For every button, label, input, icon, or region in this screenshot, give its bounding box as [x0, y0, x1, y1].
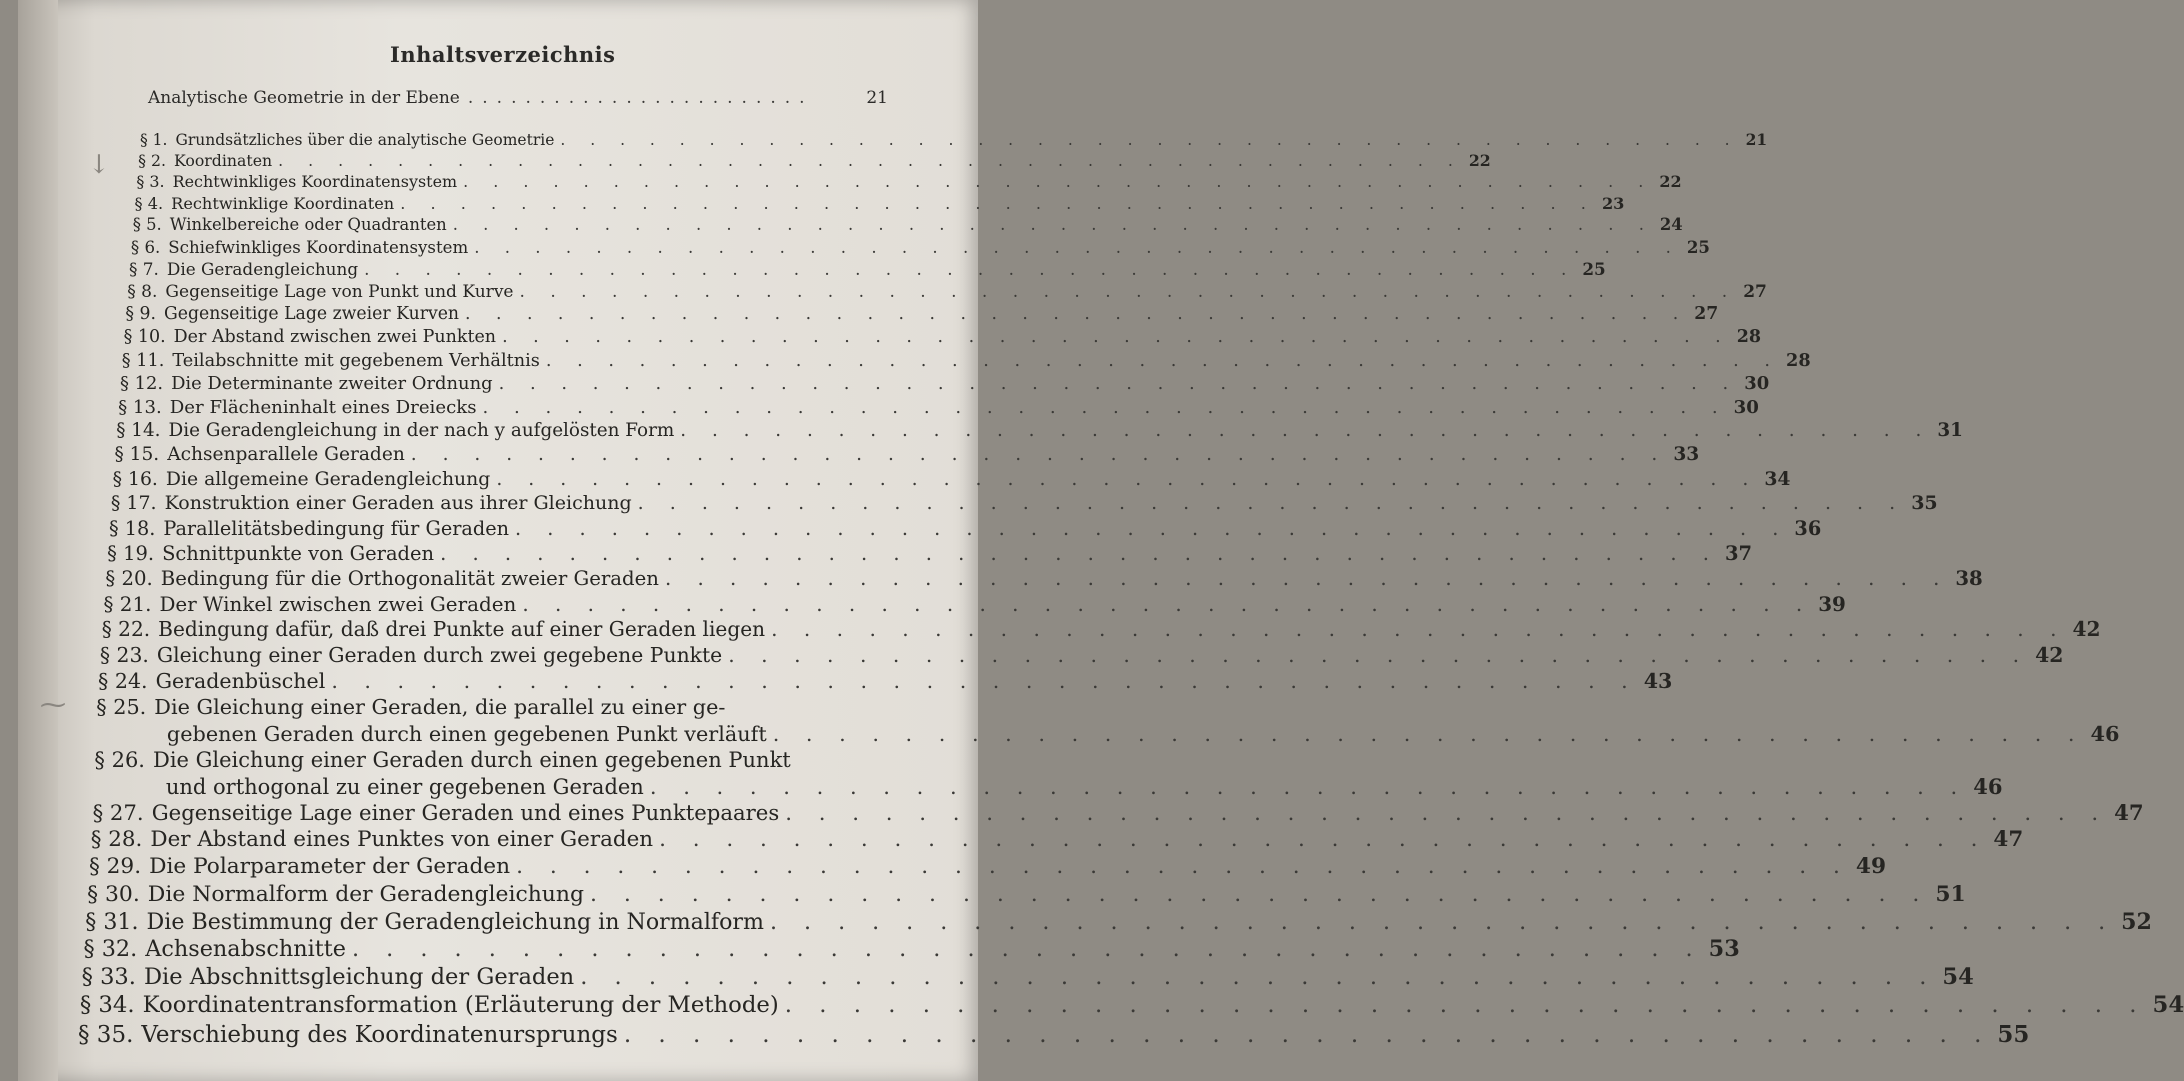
toc-entry-number: § 34.	[79, 992, 135, 1019]
dot-leader: . . . . . . . . . . . . . . . . . . . . . . . . . . . . . . . . . . . . . . . .	[772, 722, 2085, 747]
toc-entry-page: 31	[1937, 420, 1963, 442]
toc-entry-title: Die Bestimmung der Geradengleichung in Normalform	[146, 908, 764, 935]
dot-leader: . . . . . . . . . . . . . . . . . . . . . . . . . . . . . . . . . . . . . . . .	[769, 908, 2116, 935]
dot-leader: . . . . . . . . . . . . . . . . . . . . . . . . . . . . . . . . . . . . . . . .	[278, 151, 1463, 170]
dot-leader: . . . . . . . . . . . . . . . . . . . . . . . . . . . . . . . . . . . . . . . .	[664, 566, 1950, 590]
toc-entry	[83, 936, 1740, 964]
toc-entry-title: Die Gleichung einer Geraden durch einen gegebenen Punkt	[152, 747, 791, 773]
toc-entry-number: § 10.	[123, 326, 166, 347]
page-gutter	[18, 0, 58, 1081]
toc-entry-page: 25	[1582, 259, 1606, 280]
toc-entry-number: § 22.	[101, 617, 151, 642]
toc-entry	[109, 517, 1822, 542]
section-heading-label: Analytische Geometrie in der Ebene	[148, 88, 460, 108]
toc-entry	[105, 566, 1983, 592]
toc-entry-page: 27	[1694, 304, 1719, 325]
toc-entry-page: 28	[1736, 326, 1762, 347]
toc-entry-title: Der Abstand eines Punktes von einer Geraden	[150, 827, 654, 853]
toc-entry	[129, 259, 1606, 281]
toc-entry-page: 24	[1659, 215, 1683, 235]
dot-leader: . . . . . . . . . . . . . . . . . . . . . . . . . . . . . . . . . . . . . . . .	[482, 396, 1728, 418]
toc-entry-title: Der Abstand zwischen zwei Punkten	[173, 326, 497, 347]
toc-entry-page: 33	[1673, 444, 1700, 466]
toc-entry-title: Die Abschnittsgleichung der Geraden	[143, 964, 575, 991]
toc-entry-page: 53	[1708, 936, 1740, 963]
toc-entry-number: § 9.	[125, 304, 156, 325]
toc-entry-number: § 32.	[83, 936, 138, 963]
dot-leader: . . . . . . . . . . . . . . . . . . . . . . . . . . . . . . . . . . . . . . . .	[400, 193, 1596, 213]
toc-entry-title: Gegenseitige Lage zweier Kurven	[163, 304, 460, 325]
dot-leader: . . . . . . . . . . . . . . . . . . . . . . . . . . . . . . . . . . . . . . . .	[440, 541, 1719, 565]
toc-entry	[96, 695, 935, 721]
toc-entry-page: 23	[1601, 193, 1625, 213]
toc-entry	[132, 215, 1683, 237]
toc-entry-page: 27	[1743, 281, 1767, 302]
toc-entry-number: § 25.	[96, 694, 147, 719]
pencil-dash-mark: ⁓	[40, 690, 66, 720]
toc-entry-title: Die Determinante zweiter Ordnung	[171, 373, 493, 395]
section-heading-page: 21	[866, 88, 888, 108]
dot-leader: . . . . . . . . . . . . . . . . . . . . . . . . . . . . . . . . . . . . . . . .	[637, 492, 1906, 515]
toc-entry-title: Winkelbereiche oder Quadranten	[169, 215, 447, 235]
toc-entry-page: 38	[1955, 566, 1983, 590]
toc-entry-page: 37	[1725, 541, 1753, 565]
toc-entry-number: § 20.	[105, 566, 153, 590]
toc-entry-number: § 8.	[127, 281, 158, 302]
toc-entry	[125, 304, 1719, 327]
toc-entry-title: Die Geradengleichung in der nach y aufgelösten Form	[168, 420, 675, 442]
toc-entry	[140, 130, 1768, 151]
toc-entry	[107, 541, 1753, 567]
dot-leader: . . . . . . . . . . . . . . . . . . . . . . . . . . . . . . . . . . . . . . . .	[784, 992, 2147, 1019]
toc-entry-title: Koordinaten	[174, 151, 273, 170]
toc-entry-number: § 2.	[138, 151, 167, 170]
toc-entry-title: Die Normalform der Geradengleichung	[147, 882, 584, 908]
toc-entry-number: § 7.	[129, 259, 159, 280]
toc-entry-page: 55	[1997, 1020, 2030, 1048]
toc-entry-page: 30	[1744, 373, 1770, 395]
toc-entry-title: Achsenabschnitte	[145, 936, 346, 963]
toc-entry-page: 39	[1818, 591, 1846, 616]
toc-entry-page: 49	[1855, 854, 1887, 880]
toc-entry	[90, 827, 2024, 854]
toc-entry-continuation	[165, 773, 2003, 801]
toc-entry-title: Die Gleichung einer Geraden, die parallel zu einer ge-	[154, 694, 726, 719]
toc-entry-number: § 5.	[132, 215, 162, 235]
toc-entry-page: 54	[1942, 964, 1974, 991]
toc-entry-number: § 1.	[140, 131, 168, 149]
toc-entry-number: § 6.	[130, 238, 161, 258]
toc-entry-page: 34	[1764, 468, 1791, 491]
toc-entry-title: Gegenseitige Lage einer Geraden und eines Punktepaares	[151, 800, 780, 826]
dot-leader: . . . . . . . . . . . . . . . . . . . . . . . . . . . . . . . . . . . . . . . .	[589, 882, 1930, 908]
toc-entry-number: § 26.	[94, 747, 145, 773]
toc-entry-title-continued: gebenen Geraden durch einen gegebenen Punkt verläuft	[166, 722, 767, 747]
toc-entry	[116, 420, 1963, 444]
toc-entry-number: § 27.	[92, 800, 144, 826]
toc-entry-page: 42	[2072, 617, 2101, 642]
toc-entry	[81, 964, 1974, 992]
dot-leader: . . . . . . . . . . . . . . . . . . . . . . . . . . . . . . . . . . . . . . . .	[463, 172, 1654, 192]
toc-entry	[87, 881, 1966, 908]
dot-leader: . . . . . . . . . . . . . . . . . . . . . . . . . . . . . . . . . . . . . . . .	[465, 304, 1689, 325]
toc-entry-page: 42	[2035, 642, 2064, 667]
toc-entry	[130, 237, 1710, 259]
dot-leader: . . . . . . . . . . . . . . . . . . . . . . . . . . . . . . . . . . . . . . . .	[522, 592, 1813, 616]
dot-leader: . . . . . . . . . . . . . . . . . . . . . . . . . . . . . . . . . . . . . . . .	[351, 936, 1703, 963]
toc-entry	[123, 326, 1762, 350]
dot-leader: . . . . . . . . . . . . . . . . . . . . . . . . . . . . . . . . . . . . . . . .	[649, 773, 1968, 799]
toc-entry-number: § 14.	[116, 420, 161, 442]
toc-entry-page: 22	[1659, 172, 1682, 192]
toc-entry-title: Gegenseitige Lage von Punkt und Kurve	[165, 281, 514, 302]
toc-entry-title: Achsenparallele Geraden	[167, 444, 405, 466]
toc-entry-page: 22	[1468, 151, 1491, 170]
toc-entry-number: § 15.	[114, 444, 160, 466]
page-title: Inhaltsverzeichnis	[390, 42, 616, 67]
toc-entry-number: § 3.	[136, 172, 165, 192]
toc-entry	[94, 747, 937, 774]
toc-entry-number: § 23.	[99, 642, 149, 667]
toc-entry	[121, 349, 1811, 373]
toc-entry	[88, 854, 1887, 881]
toc-entry-title: Bedingung dafür, daß drei Punkte auf einer Geraden liegen	[158, 617, 766, 642]
toc-entry-number: § 12.	[119, 373, 164, 395]
dot-leader: . . . . . . . . . . . . . . . . . . . . . . . . . . . . . . . . . . . . . . . .	[516, 854, 1850, 880]
toc-entry	[99, 642, 2064, 669]
toc-entry-title: Rechtwinkliges Koordinatensystem	[172, 172, 458, 192]
dot-leader: . . . . . . . . . . . . . . . . . . . . . . . . . . . . . . . . . . . . . . . .	[623, 1021, 1992, 1048]
dot-leader: ........................	[467, 88, 814, 108]
toc-entry-title: Die Polarparameter der Geraden	[149, 854, 511, 880]
toc-entry-title: Die Geradengleichung	[166, 259, 359, 280]
toc-entry-title: Schnittpunkte von Geraden	[162, 541, 435, 565]
toc-entry-number: § 4.	[134, 193, 164, 213]
pencil-arrow-mark: ↓	[88, 150, 110, 180]
toc-entry-title: Parallelitätsbedingung für Geraden	[163, 517, 510, 540]
toc-entry	[112, 468, 1791, 492]
toc-entry	[110, 492, 1938, 517]
dot-leader: . . . . . . . . . . . . . . . . . . . . . . . . . . . . . . . . . . . . . . . .	[545, 350, 1781, 371]
toc-entry-page: 21	[1745, 130, 1768, 149]
toc-entry-title-continued: und orthogonal zu einer gegebenen Geraden	[165, 773, 644, 799]
toc-entry-number: § 18.	[109, 517, 156, 540]
toc-entry	[136, 172, 1682, 193]
section-heading	[148, 88, 888, 108]
dot-leader: . . . . . . . . . . . . . . . . . . . . . . . . . . . . . . . . . . . . . . . .	[452, 215, 1654, 235]
dot-leader: . . . . . . . . . . . . . . . . . . . . . . . . . . . . . . . . . . . . . . . .	[498, 373, 1739, 395]
toc-entry-number: § 17.	[110, 492, 157, 515]
toc-entry-continuation	[166, 721, 2120, 747]
toc-entry-page: 36	[1794, 517, 1822, 540]
toc-entry-title: Schiefwinkliges Koordinatensystem	[168, 238, 469, 258]
toc-entry	[114, 444, 1700, 468]
dot-leader: . . . . . . . . . . . . . . . . . . . . . . . . . . . . . . . . . . . . . . . .	[785, 800, 2109, 826]
toc-entry	[103, 591, 1846, 617]
dot-leader: . . . . . . . . . . . . . . . . . . . . . . . . . . . . . . . . . . . . . . . .	[560, 131, 1740, 149]
toc-entry-page: 43	[1643, 668, 1673, 693]
toc-entry-page: 46	[2090, 721, 2120, 747]
toc-entry-number: § 21.	[103, 592, 152, 616]
toc-entry-page: 46	[1973, 773, 2003, 799]
dot-leader: . . . . . . . . . . . . . . . . . . . . . . . . . . . . . . . . . . . . . . . .	[515, 517, 1789, 540]
toc-entry-page: 25	[1686, 237, 1710, 258]
dot-leader: . . . . . . . . . . . . . . . . . . . . . . . . . . . . . . . . . . . . . . . .	[331, 668, 1638, 693]
toc-entry	[127, 281, 1767, 305]
toc-entry-number: § 28.	[90, 827, 143, 853]
dot-leader: . . . . . . . . . . . . . . . . . . . . . . . . . . . . . . . . . . . . . . . .	[519, 281, 1738, 302]
toc-entry-page: 28	[1786, 349, 1811, 371]
toc-entry	[92, 800, 2144, 828]
toc-entry-title: Bedingung für die Orthogonalität zweier Geraden	[160, 566, 659, 590]
toc-entry-page: 52	[2121, 908, 2152, 935]
toc-entry	[85, 908, 2152, 937]
dot-leader: . . . . . . . . . . . . . . . . . . . . . . . . . . . . . . . . . . . . . . . .	[474, 238, 1681, 258]
toc-entry-page: 47	[2114, 800, 2144, 826]
toc-entry	[134, 193, 1625, 216]
toc-entry-title: Rechtwinklige Koordinaten	[171, 193, 395, 213]
toc-entry-number: § 29.	[88, 854, 142, 880]
toc-entry	[119, 373, 1770, 396]
dot-leader: . . . . . . . . . . . . . . . . . . . . . . . . . . . . . . . . . . . . . . . .	[680, 420, 1932, 442]
toc-entry-number: § 19.	[107, 541, 155, 565]
dot-leader: . . . . . . . . . . . . . . . . . . . . . . . . . . . . . . . . . . . . . . . .	[410, 444, 1668, 466]
dot-leader: . . . . . . . . . . . . . . . . . . . . . . . . . . . . . . . . . . . . . . . .	[496, 469, 1759, 491]
dot-leader: . . . . . . . . . . . . . . . . . . . . . . . . . . . . . . . . . . . . . . . .	[502, 326, 1731, 347]
toc-entry	[101, 617, 2101, 643]
toc-entry-page: 30	[1733, 396, 1759, 418]
toc-entry-page: 54	[2152, 992, 2184, 1019]
toc-entry-number: § 24.	[98, 668, 148, 693]
toc-entry-number: § 13.	[118, 396, 162, 418]
dot-leader: . . . . . . . . . . . . . . . . . . . . . . . . . . . . . . . . . . . . . . . .	[659, 827, 1988, 853]
toc-entry-title: Der Flächeninhalt eines Dreiecks	[169, 396, 477, 418]
toc-entry-title: Teilabschnitte mit gegebenem Verhältnis	[172, 350, 540, 371]
toc-entry-title: Koordinatentransformation (Erläuterung der Methode)	[142, 992, 779, 1019]
toc-entry-title: Gleichung einer Geraden durch zwei gegebene Punkte	[156, 642, 723, 667]
toc-entry-number: § 11.	[121, 350, 165, 371]
toc-entry-number: § 30.	[87, 882, 140, 908]
toc-entry	[118, 396, 1759, 421]
toc-entry-title: Konstruktion einer Geraden aus ihrer Gleichung	[164, 492, 632, 515]
dot-leader: . . . . . . . . . . . . . . . . . . . . . . . . . . . . . . . . . . . . . . . .	[728, 642, 2030, 667]
toc-entry-number: § 33.	[81, 964, 136, 991]
toc-entry-title: Der Winkel zwischen zwei Geraden	[159, 592, 517, 616]
toc-entry	[79, 992, 2184, 1020]
toc-entry-number: § 31.	[85, 908, 139, 935]
toc-entry	[138, 151, 1491, 172]
dot-leader: . . . . . . . . . . . . . . . . . . . . . . . . . . . . . . . . . . . . . . . .	[364, 259, 1577, 280]
toc-entry	[78, 1020, 2030, 1050]
toc-entry-number: § 16.	[112, 469, 158, 491]
toc-entry-title: Verschiebung des Koordinatenursprungs	[141, 1021, 618, 1048]
dot-leader: . . . . . . . . . . . . . . . . . . . . . . . . . . . . . . . . . . . . . . . .	[771, 617, 2067, 642]
dot-leader: . . . . . . . . . . . . . . . . . . . . . . . . . . . . . . . . . . . . . . . .	[580, 964, 1937, 991]
toc-entry-page: 51	[1935, 881, 1966, 908]
toc-entry-title: Grundsätzliches über die analytische Geometrie	[175, 131, 555, 149]
toc-entry	[98, 668, 1673, 695]
toc-entry-page: 47	[1993, 827, 2024, 853]
toc-entry-page: 35	[1911, 492, 1938, 515]
toc-entry-number: § 35.	[78, 1021, 134, 1048]
toc-entry-title: Geradenbüschel	[155, 668, 326, 693]
toc-entry-title: Die allgemeine Geradengleichung	[165, 469, 491, 491]
